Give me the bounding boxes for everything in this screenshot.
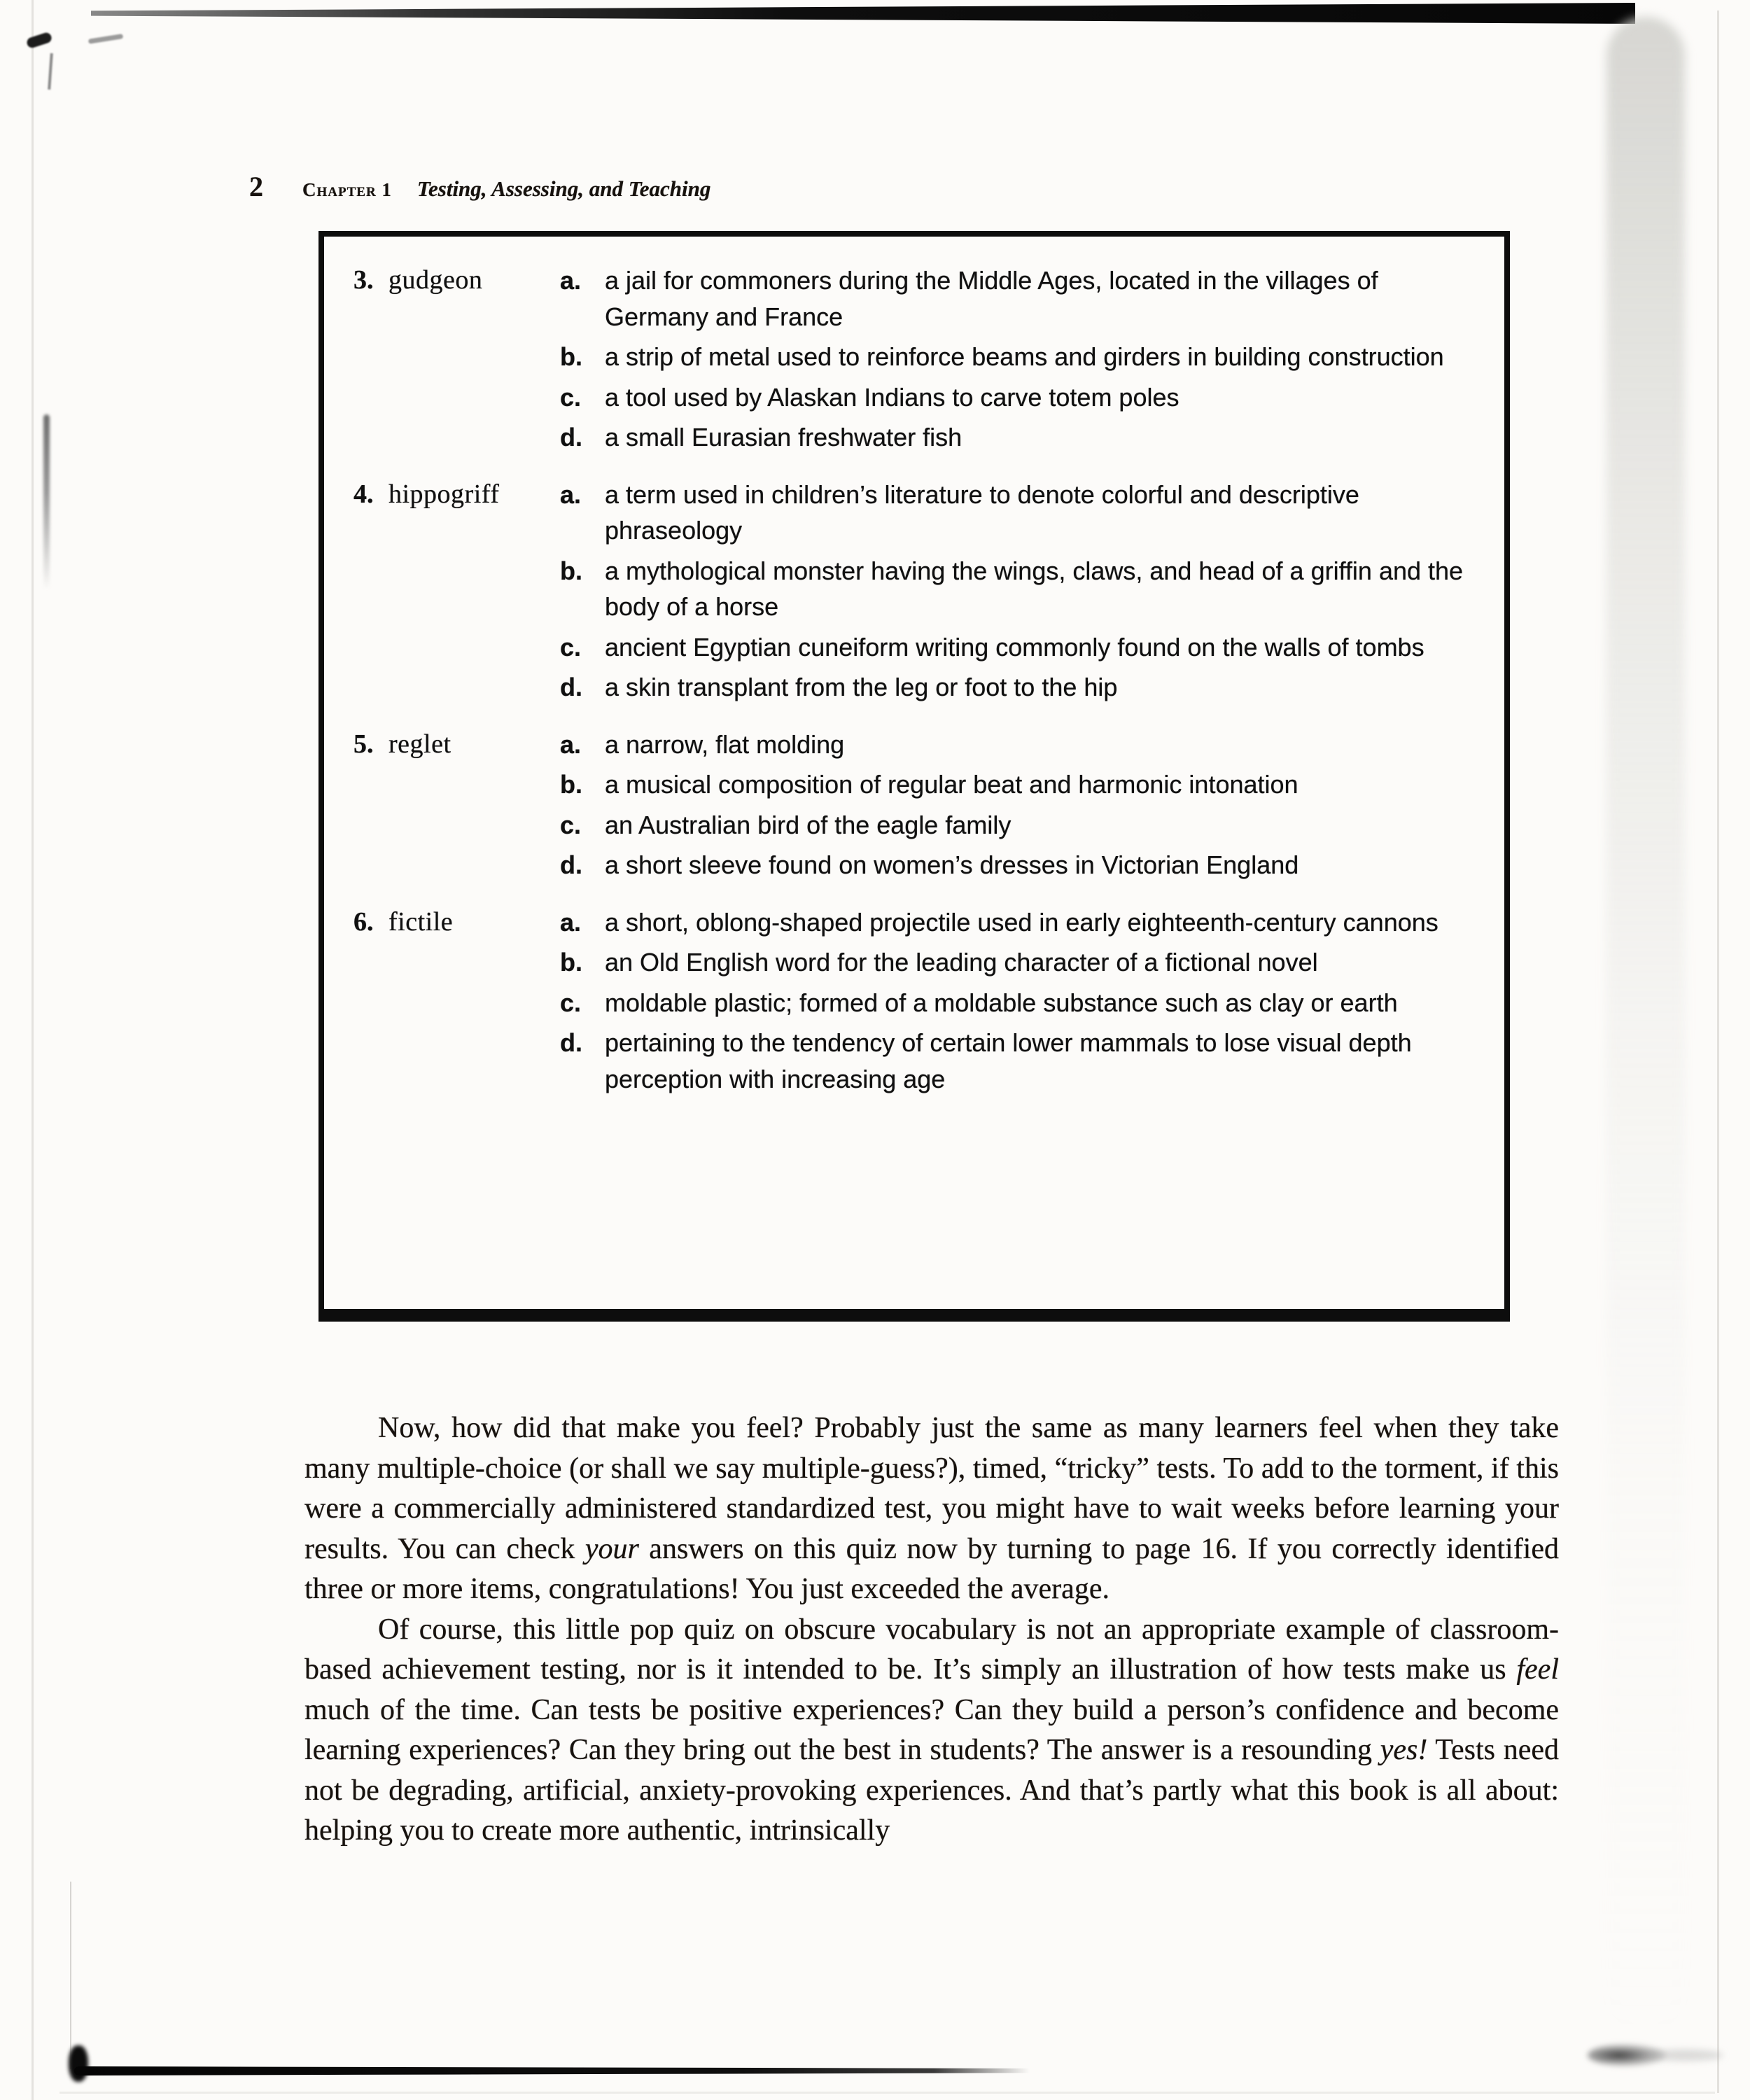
option-letter: d. (560, 423, 582, 451)
option-letter: b. (560, 770, 582, 799)
body-text: much of the time. Can tests be positive experiences? Can they build a person’s confidence and become learning experiences? Can they bring out the best in students? The answer is a resounding (304, 1693, 1559, 1766)
item-options (560, 477, 1473, 710)
scan-artifact-bottom-left-blob (69, 2045, 88, 2082)
item-number: 5. (354, 729, 374, 759)
quiz-option (560, 669, 1473, 706)
option-text: a term used in children’s literature to denote colorful and descriptive phraseology (605, 479, 1359, 545)
option-letter: b. (560, 948, 582, 976)
quiz-option (560, 904, 1473, 941)
body-text: Tests need not be degrading, artificial, anxiety-provoking experiences. And that’s partly what this book is all about: helping you to create more authentic, intrinsically (304, 1734, 1559, 1847)
scan-artifact-left-streak (43, 414, 50, 589)
scan-artifact-corner-dash (88, 34, 123, 44)
body-paragraphs (304, 1408, 1559, 1851)
scan-artifact-page-curl-shadow (1606, 17, 1685, 2033)
option-letter: d. (560, 1028, 582, 1057)
quiz-option (560, 1025, 1473, 1097)
body-paragraph (304, 1610, 1559, 1851)
quiz-option (560, 379, 1473, 416)
option-text: pertaining to the tendency of certain lower mammals to lose visual depth perception with increasing age (605, 1028, 1412, 1093)
option-text: ancient Egyptian cuneiform writing commonly found on the walls of tombs (605, 632, 1424, 662)
item-term: gudgeon (388, 265, 483, 295)
quiz-item-head (354, 477, 560, 710)
body-paragraph (304, 1408, 1559, 1610)
quiz-option (560, 807, 1473, 844)
option-text: an Old English word for the leading character of a fictional novel (605, 948, 1318, 976)
quiz-option (560, 477, 1473, 549)
quiz-item (354, 727, 1472, 888)
quiz-option (560, 419, 1473, 456)
quiz-item-head (354, 904, 560, 1102)
scan-artifact-top-edge (91, 3, 1635, 24)
item-options (560, 727, 1473, 888)
body-text-italic: yes! (1380, 1734, 1428, 1766)
chapter-title: Testing, Assessing, and Teaching (416, 176, 711, 201)
option-letter: c. (560, 632, 582, 662)
item-options (560, 904, 1473, 1102)
chapter-label: Chapter 1 (302, 179, 392, 200)
option-text: a jail for commoners during the Middle Ages, located in the villages of Germany and France (605, 266, 1378, 331)
scan-artifact-bottom-right-smudge (1588, 2044, 1666, 2066)
option-text: a musical composition of regular beat and harmonic intonation (605, 770, 1298, 799)
option-text: a skin transplant from the leg or foot to the hip (605, 673, 1118, 701)
option-text: a narrow, flat molding (605, 729, 845, 759)
quiz-option (560, 553, 1473, 625)
scan-artifact-right-page-edge (1717, 10, 1719, 2093)
option-letter: c. (560, 988, 582, 1017)
page-number: 2 (249, 171, 263, 202)
item-number: 3. (354, 265, 374, 295)
option-letter: b. (560, 342, 582, 371)
quiz-item (354, 262, 1472, 460)
item-term: reglet (388, 729, 451, 759)
body-text: Now, how did that make you feel? Probably just the same as many learners feel when they take many multiple-choice (or shall we say multiple-guess?), timed, “tricky” tests. To add to the torment, if this were a commercially administered standardized test, you might have to wait weeks before learning your results. You can check (304, 1412, 1559, 1565)
item-term: hippogriff (388, 479, 500, 509)
quiz-option (560, 339, 1473, 375)
item-number: 4. (354, 479, 374, 509)
option-letter: c. (560, 382, 582, 412)
quiz-item-head (354, 262, 560, 460)
option-letter: d. (560, 850, 582, 879)
quiz-item (354, 477, 1472, 710)
quiz-option (560, 766, 1473, 803)
option-text: moldable plastic; formed of a moldable substance such as clay or earth (605, 988, 1398, 1017)
scan-artifact-bottom-right-tail (1646, 2050, 1723, 2061)
body-text-italic: feel (1516, 1653, 1559, 1686)
scan-artifact-bottom-left-line (70, 1882, 71, 2069)
quiz-option (560, 629, 1473, 666)
body-text-italic: your (584, 1532, 639, 1565)
option-letter: a. (560, 729, 582, 759)
body-text: answers on this quiz now by turning to page 16. If you correctly identified three or more items, congratulations! You just exceeded the average. (304, 1532, 1559, 1605)
option-text: an Australian bird of the eagle family (605, 810, 1011, 839)
scan-artifact-bottom-faint-edge (59, 2092, 1715, 2094)
quiz-option (560, 985, 1473, 1021)
body-text: Of course, this little pop quiz on obscure vocabulary is not an appropriate example of classroom-based achievement testing, nor is it intended to be. It’s simply an illustration of how tests make us (304, 1613, 1559, 1686)
option-letter: a. (560, 266, 582, 295)
quiz-box (318, 231, 1510, 1322)
quiz-option (560, 727, 1473, 763)
quiz-option (560, 262, 1473, 335)
scan-artifact-corner-mark (26, 31, 53, 49)
quiz-option (560, 944, 1473, 981)
scan-artifact-left-page-edge (31, 0, 34, 2100)
scan-artifact-corner-tick (48, 53, 53, 90)
option-text: a short, oblong-shaped projectile used in early eighteenth-century cannons (605, 907, 1438, 937)
option-letter: c. (560, 810, 582, 839)
option-letter: b. (560, 556, 582, 585)
quiz-item-head (354, 727, 560, 888)
scan-artifact-bottom-edge (74, 2066, 1030, 2076)
item-options (560, 262, 1473, 460)
option-letter: d. (560, 673, 582, 701)
option-text: a mythological monster having the wings, claws, and head of a griffin and the body of a horse (605, 556, 1464, 621)
quiz-item (354, 904, 1472, 1102)
option-letter: a. (560, 907, 582, 937)
item-term: fictile (388, 906, 454, 937)
option-text: a strip of metal used to reinforce beams and girders in building construction (605, 342, 1444, 371)
quiz-items (354, 262, 1472, 1101)
option-text: a short sleeve found on women’s dresses in Victorian England (605, 850, 1299, 879)
item-number: 6. (354, 906, 374, 937)
quiz-option (560, 847, 1473, 883)
option-letter: a. (560, 479, 582, 509)
option-text: a tool used by Alaskan Indians to carve totem poles (605, 382, 1180, 412)
running-header (249, 170, 710, 203)
option-text: a small Eurasian freshwater fish (605, 423, 962, 451)
